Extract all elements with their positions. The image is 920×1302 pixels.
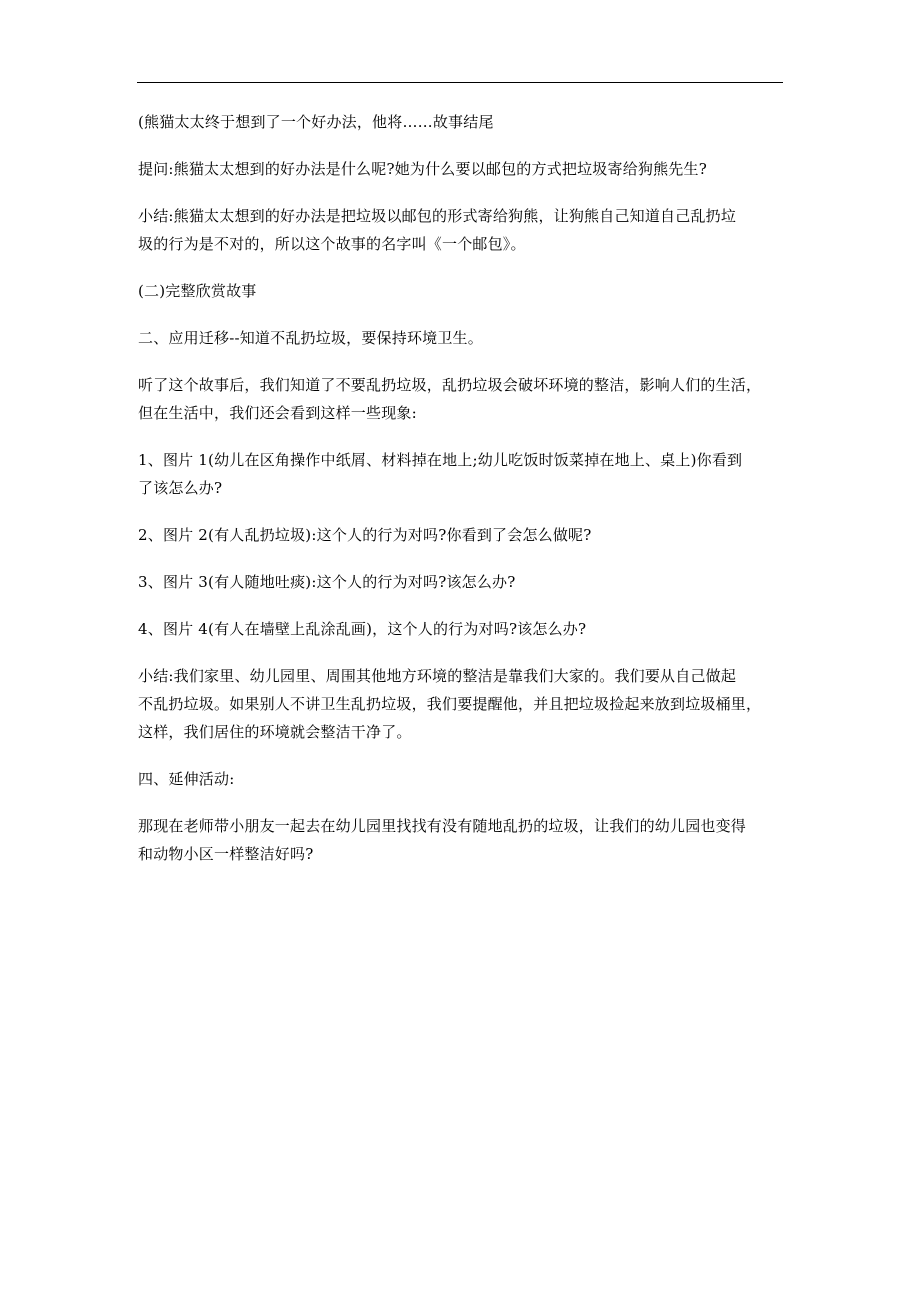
text-line: 二、应用迁移--知道不乱扔垃圾，要保持环境卫生。	[138, 329, 483, 347]
text-line: (二)完整欣赏故事	[138, 282, 257, 300]
paragraph-story-ending	[138, 108, 788, 136]
paragraph-picture-2	[138, 521, 788, 549]
text-line: 小结:我们家里、幼儿园里、周围其他地方环境的整洁是靠我们大家的。我们要从自己做起	[138, 667, 737, 685]
paragraph-summary-1	[138, 202, 788, 258]
text-line: 那现在老师带小朋友一起去在幼儿园里找找有没有随地乱扔的垃圾，让我们的幼儿园也变得	[138, 817, 747, 835]
text-line: 这样，我们居住的环境就会整洁干净了。	[138, 723, 412, 741]
paragraph-question	[138, 155, 788, 183]
paragraph-picture-3	[138, 568, 788, 596]
paragraph-picture-4	[138, 615, 788, 643]
text-line: 了该怎么办?	[138, 479, 223, 497]
paragraph-section-heading	[138, 324, 788, 352]
text-line: 但在生活中，我们还会看到这样一些现象:	[138, 404, 417, 422]
paragraph-summary-2	[138, 662, 788, 746]
text-line: (熊猫太太终于想到了一个好办法，他将……故事结尾	[138, 113, 494, 131]
text-line: 听了这个故事后，我们知道了不要乱扔垃圾，乱扔垃圾会破坏环境的整洁，影响人们的生活，	[138, 376, 762, 394]
paragraph-picture-1	[138, 446, 788, 502]
text-line: 2、图片 2(有人乱扔垃圾):这个人的行为对吗?你看到了会怎么做呢?	[138, 526, 592, 544]
document-body	[138, 108, 788, 887]
text-line: 3、图片 3(有人随地吐痰):这个人的行为对吗?该怎么办?	[138, 573, 516, 591]
text-line: 提问:熊猫太太想到的好办法是什么呢?她为什么要以邮包的方式把垃圾寄给狗熊先生?	[138, 160, 707, 178]
text-line: 圾的行为是不对的，所以这个故事的名字叫《一个邮包》。	[138, 235, 526, 253]
header-rule	[137, 82, 783, 83]
text-line: 4、图片 4(有人在墙壁上乱涂乱画)，这个人的行为对吗?该怎么办?	[138, 620, 587, 638]
paragraph-section-heading	[138, 277, 788, 305]
text-line: 1、图片 1(幼儿在区角操作中纸屑、材料掉在地上;幼儿吃饭时饭菜掉在地上、桌上)你看到	[138, 451, 743, 469]
paragraph-extension	[138, 812, 788, 868]
text-line: 小结:熊猫太太想到的好办法是把垃圾以邮包的形式寄给狗熊，让狗熊自己知道自己乱扔垃	[138, 207, 737, 225]
paragraph-section-heading	[138, 765, 788, 793]
paragraph-intro	[138, 371, 788, 427]
text-line: 不乱扔垃圾。如果别人不讲卫生乱扔垃圾，我们要提醒他，并且把垃圾捡起来放到垃圾桶里，	[138, 695, 762, 713]
text-line: 四、延伸活动:	[138, 770, 235, 788]
text-line: 和动物小区一样整洁好吗?	[138, 845, 314, 863]
